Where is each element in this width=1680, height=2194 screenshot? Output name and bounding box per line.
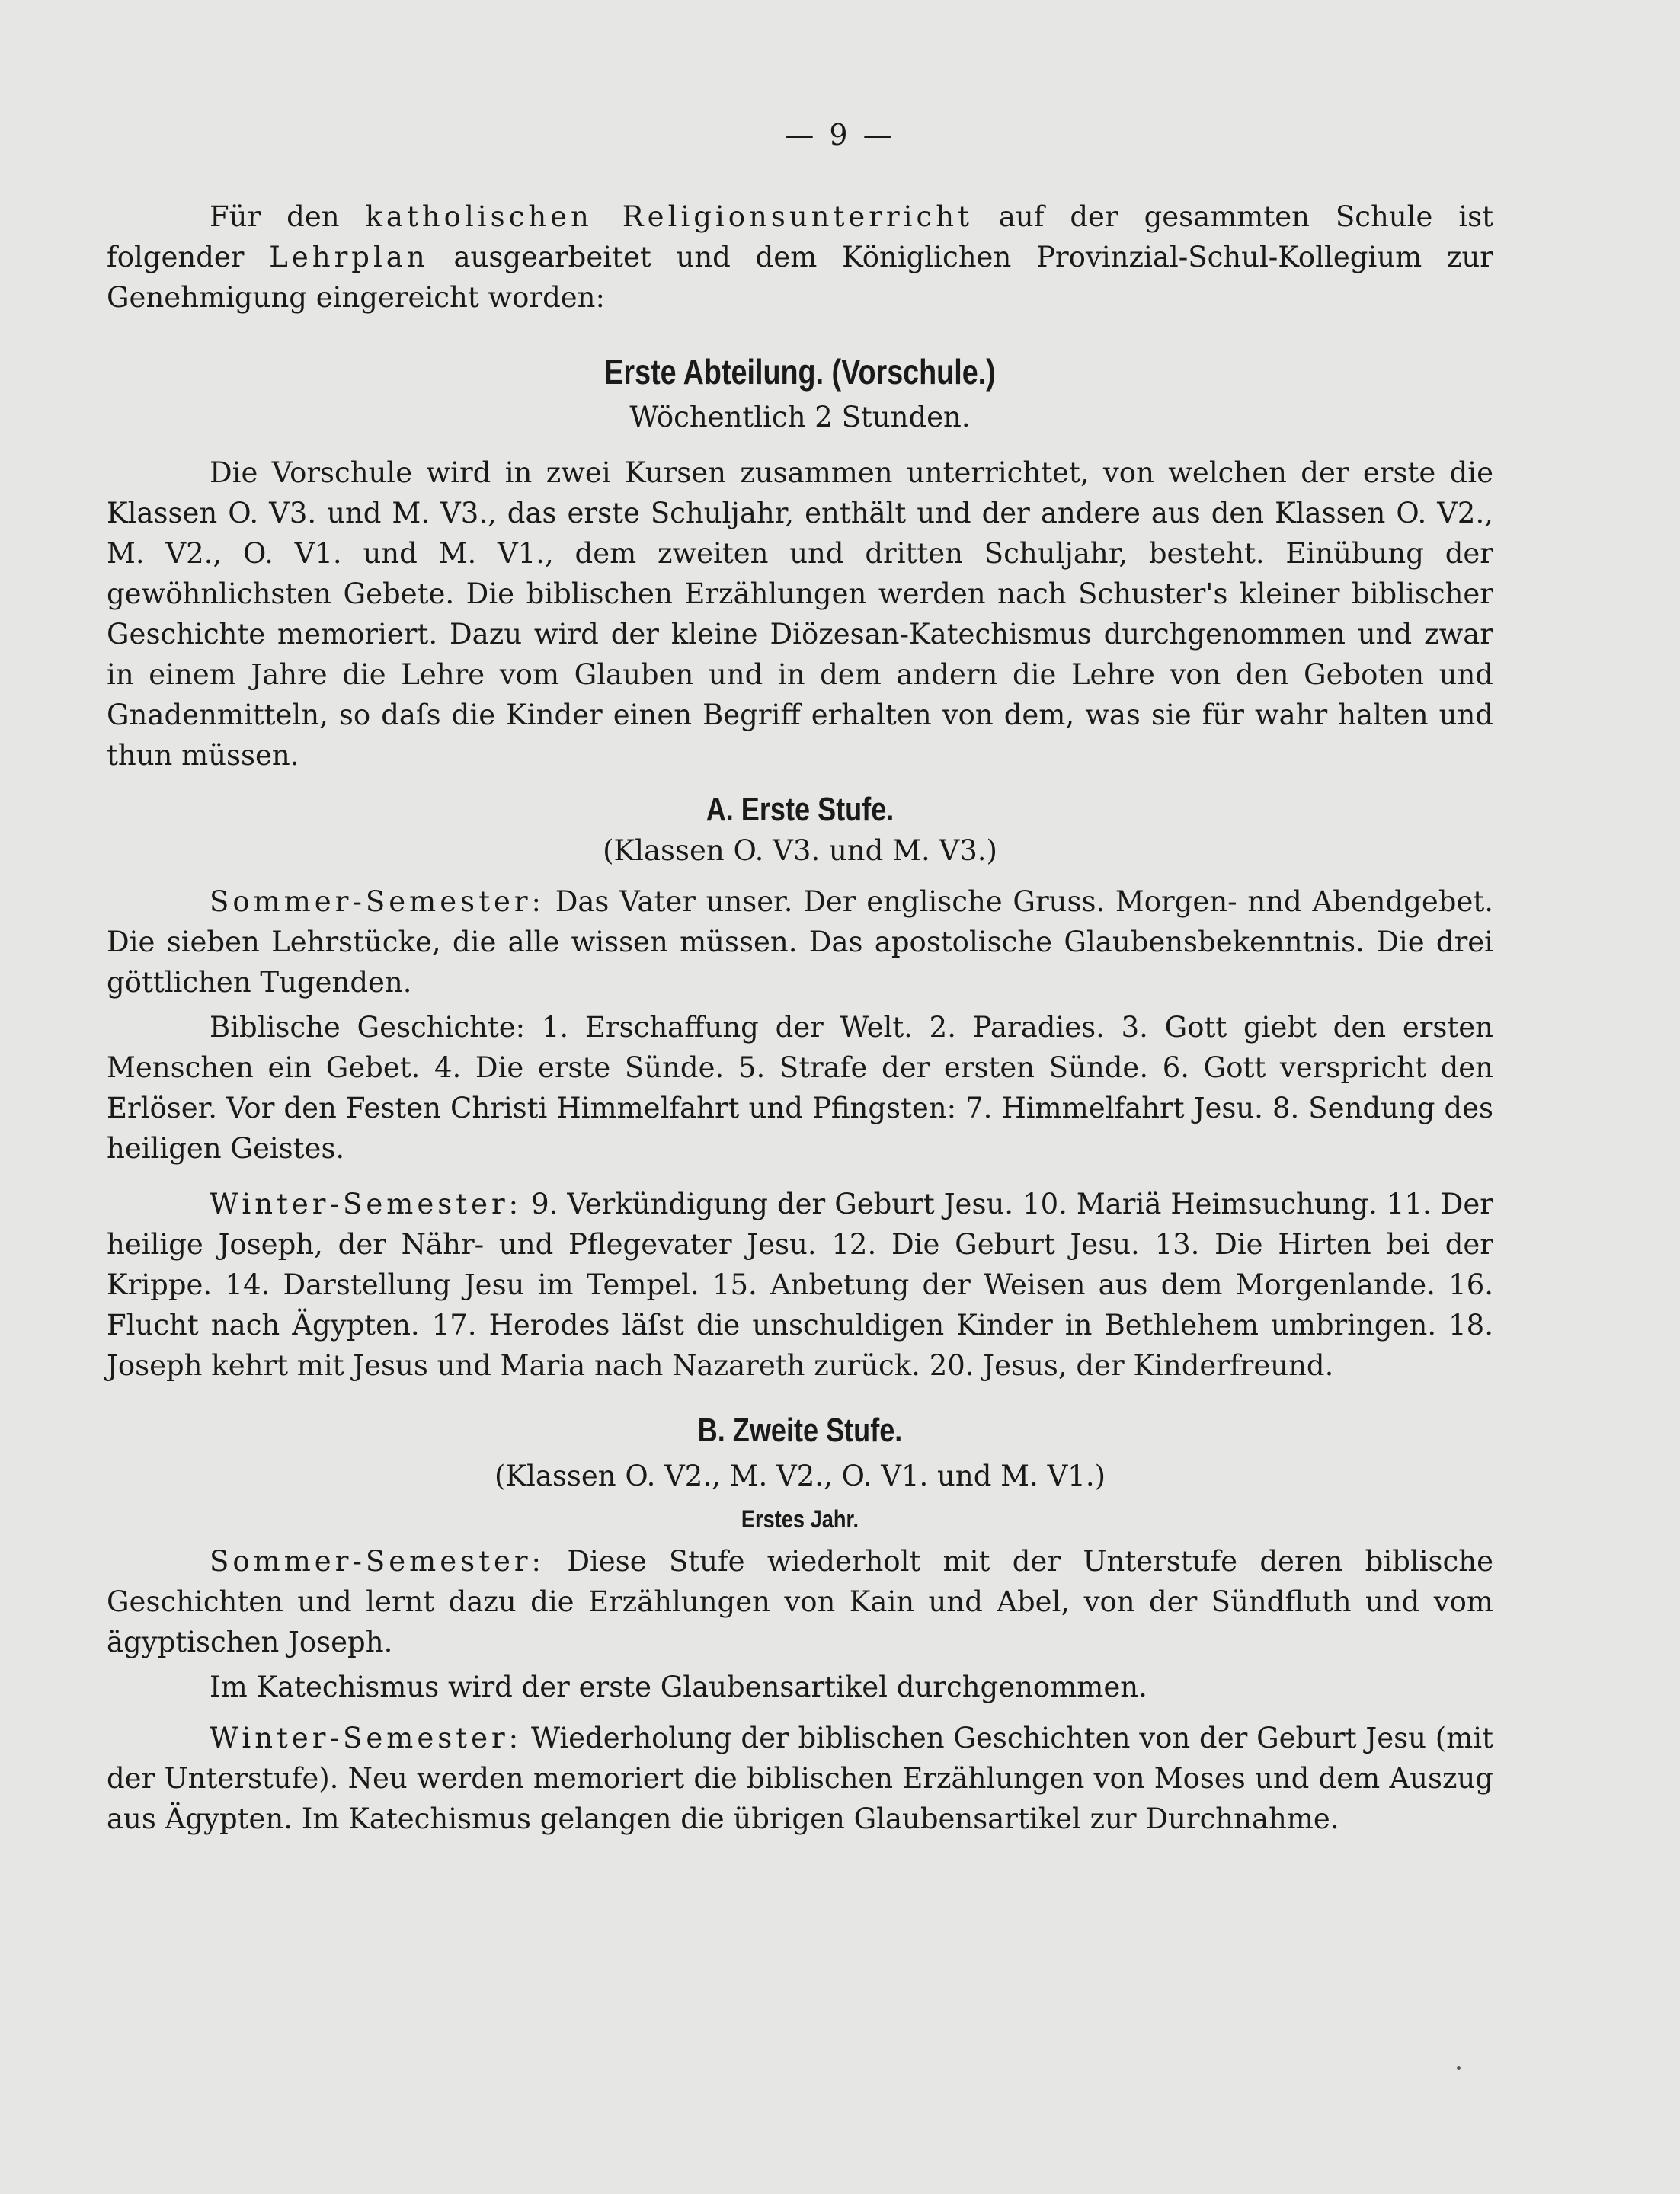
stufe-a-bible: Biblische Geschichte: 1. Erschaffung der Welt. 2. Paradies. 3. Gott giebt den ersten Menschen ein Gebet. 4. Die erste Sünde. 5. Strafe der ersten Sünde. 6. Gott verspricht den Erlöser. Vor den Festen Christi Himmelfahrt und Pfingsten: 7. Himmelfahrt Jesu. 8. Sendung des heiligen Geistes. <box>107 1011 1493 1165</box>
section1-paragraph: Die Vorschule wird in zwei Kursen zusammen unterrichtet, von welchen der erste die Klassen O. V3. und M. V3., das erste Schuljahr, enthält und der andere aus den Klassen O. V2., M. V2., O. V1. und M. V1., dem zweiten und dritten Schuljahr, besteht. Einübung der gewöhnlichsten Gebete. Die biblischen Erzählungen werden nach Schuster's kleiner biblischer Geschichte memoriert. Dazu wird der kleine Diözesan-Katechismus durchgenommen und zwar in einem Jahre die Lehre vom Glauben und in dem andern die Lehre von den Geboten und Gnadenmitteln, so daſs die Kinder einen Begriff erhalten von dem, was sie für wahr halten und thun müssen. <box>107 456 1493 772</box>
stufe-b-year: Erstes Jahr. <box>741 1505 859 1533</box>
stufe-a-summer <box>107 881 1493 1003</box>
intro-paragraph <box>107 197 1493 318</box>
section1-subtitle: Wöchentlich 2 Stunden. <box>629 401 971 433</box>
intro-rest2: ausgearbeitet und dem Königlichen Provinzial-Schul-Kollegium zur Genehmigung eingereicht worden: <box>107 241 1493 314</box>
stufe-a-winter-text: 9. Verkündigung der Geburt Jesu. 10. Mariä Heimsuchung. 11. Der heilige Joseph, der Nähr- und Pflegevater Jesu. 12. Die Geburt Jesu. 13. Die Hirten bei der Krippe. 14. Darstellung Jesu im Tempel. 15. Anbetung der Weisen aus dem Morgenlande. 16. Flucht nach Ägypten. 17. Herodes läſst die unschuldigen Kinder in Bethlehem umbringen. 18. Joseph kehrt mit Jesus und Maria nach Nazareth zurück. 20. Jesus, der Kinderfreund. <box>107 1188 1493 1382</box>
section1-title: Erste Abteilung. (Vorschule.) <box>604 352 996 392</box>
stufe-b-winter <box>107 1718 1493 1839</box>
stufe-a-classes: (Klassen O. V3. und M. V3.) <box>603 834 997 867</box>
speck-mark <box>1457 2066 1461 2070</box>
intro-lead: Für den <box>210 200 366 233</box>
stufe-b-classes: (Klassen O. V2., M. V2., O. V1. und M. V1.) <box>494 1460 1106 1492</box>
stufe-b-title: B. Zweite Stufe. <box>697 1412 903 1449</box>
intro-rest: auf der gesammten Schule ist folgender <box>107 200 1494 273</box>
stufe-b-winter-label: Winter-Semester: <box>210 1722 523 1754</box>
stufe-a-summer-text: Das Vater unser. Der englische Gruss. Morgen- nnd Abendgebet. Die sieben Lehrstücke, die alle wissen müssen. Das apostolische Glaubensbekenntnis. Die drei göttlichen Tugenden. <box>107 885 1493 999</box>
stufe-a-summer-label: Sommer-Semester: <box>210 885 546 918</box>
stufe-b-summer-text: Diese Stufe wiederholt mit der Unterstufe deren biblische Geschichten und lernt dazu die Erzählungen von Kain und Abel, von der Sündfluth und vom ägyptischen Joseph. <box>107 1545 1493 1658</box>
stufe-b-katechismus: Im Katechismus wird der erste Glaubensartikel durchgenommen. <box>210 1671 1147 1703</box>
stufe-a-winter <box>107 1184 1493 1386</box>
text-block <box>107 114 1493 1839</box>
stufe-b-summer <box>107 1541 1493 1662</box>
intro-lehrplan: Lehrplan <box>269 241 429 273</box>
stufe-b-winter-text: Wiederholung der biblischen Geschichten von der Geburt Jesu (mit der Unterstufe). Neu werden memoriert die biblischen Erzählungen von Moses und dem Auszug aus Ägypten. Im Katechismus gelangen die übrigen Glaubensartikel zur Durchnahme. <box>107 1722 1493 1835</box>
stufe-a-winter-label: Winter-Semester: <box>210 1188 523 1220</box>
page-number: — 9 — <box>785 118 895 152</box>
stufe-b-summer-label: Sommer-Semester: <box>210 1545 546 1578</box>
intro-spaced-term: katholischen Religionsunterricht <box>365 200 973 233</box>
stufe-a-title: A. Erste Stufe. <box>706 791 894 828</box>
